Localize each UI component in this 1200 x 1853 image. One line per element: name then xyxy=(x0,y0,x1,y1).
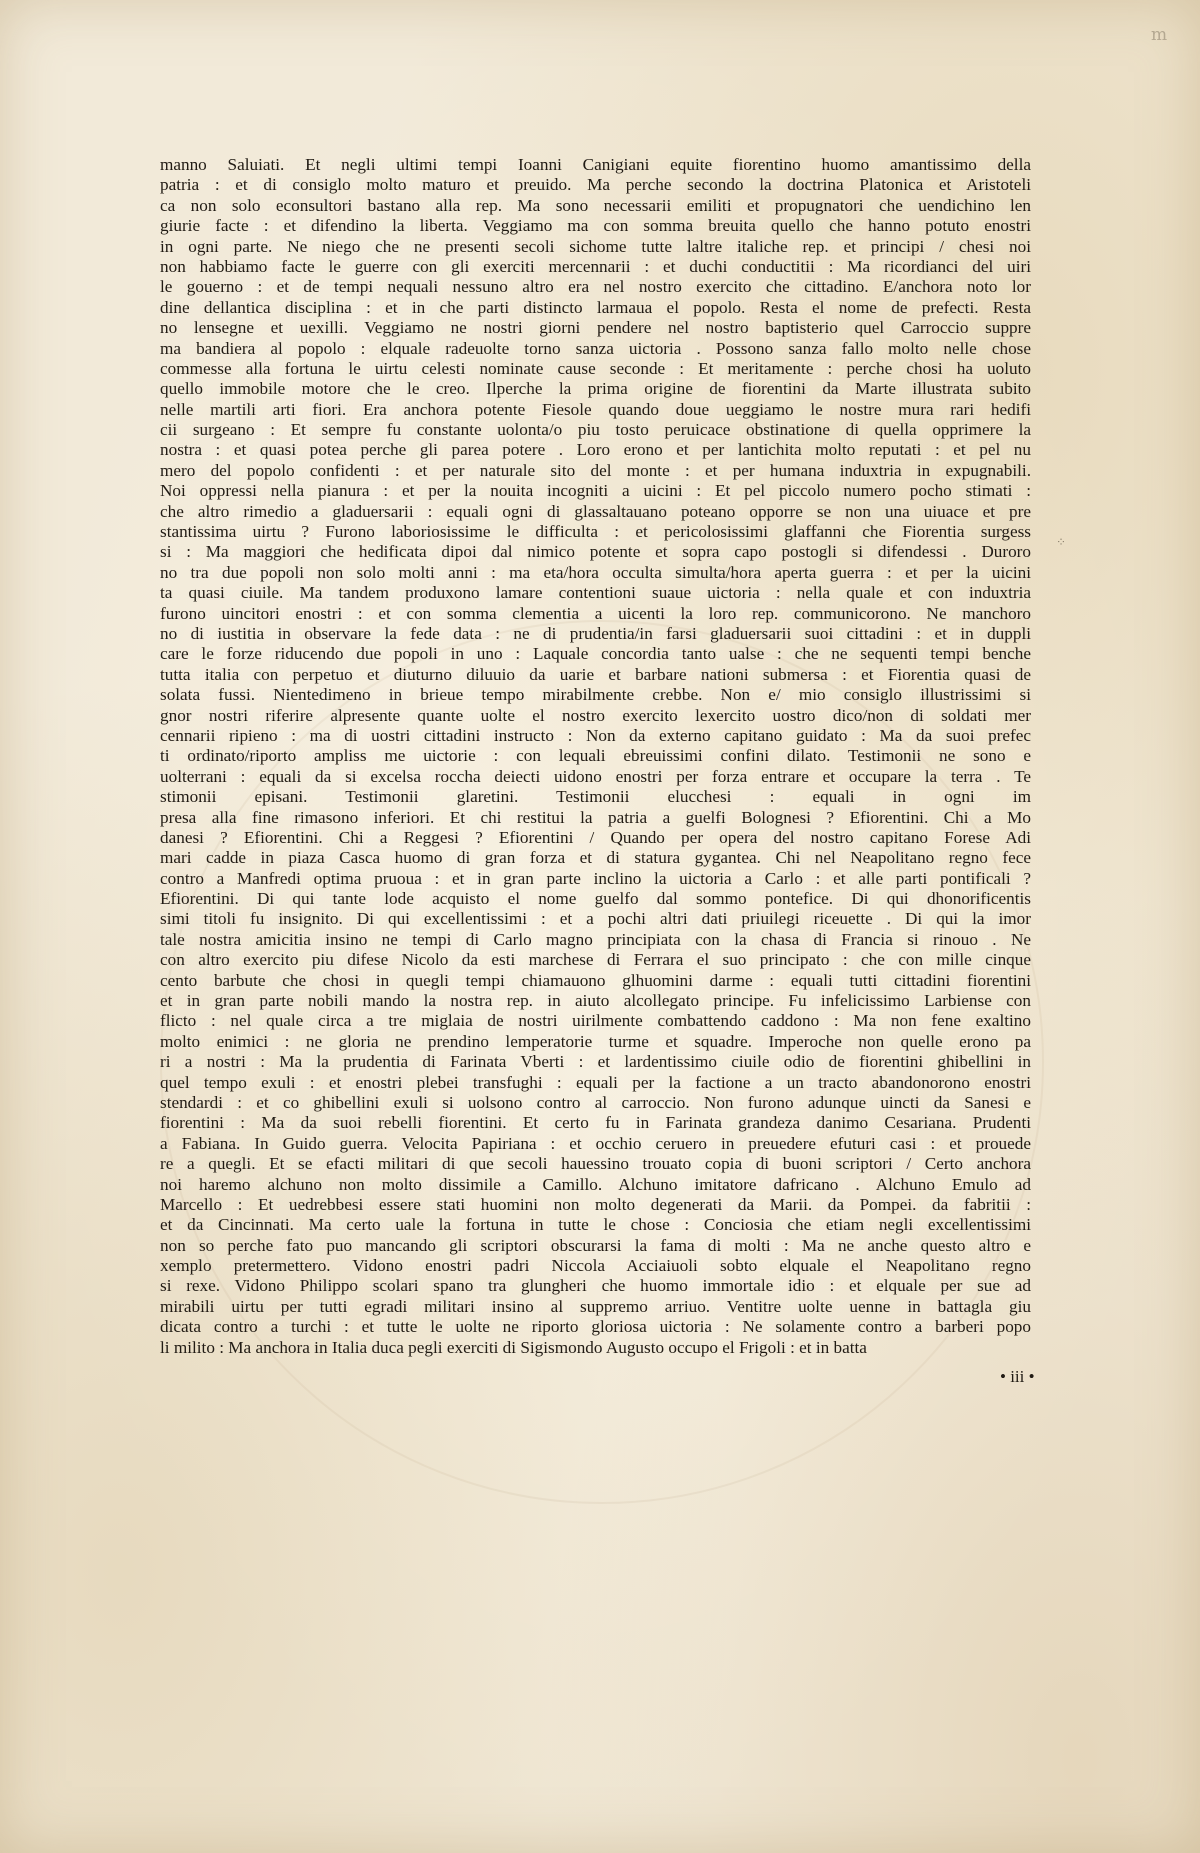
signature-mark: • iii • xyxy=(1000,1367,1035,1386)
text-line: stantissima uirtu ? Furono laboriosissime le difficulta : et pericolosissimi glaffanni che Fiorentia surgess xyxy=(160,522,1031,542)
text-line: contro a Manfredi optima pruoua : et in gran parte inclino la uictoria a Carlo : et alle parti pontificali ? xyxy=(160,868,1031,888)
text-line: in ogni parte. Ne niego che ne presenti secoli sichome tutte laltre italiche rep. et principi / chesi noi xyxy=(160,236,1031,256)
text-block xyxy=(160,155,1031,1358)
text-line: care le forze riducendo due popoli in uno : Laquale concordia tanto ualse : che ne sequenti tempi benche xyxy=(160,644,1031,664)
text-line: commesse alla fortuna le uirtu celesti nominate cause seconde : Et meritamente : perche chosi ha uoluto xyxy=(160,358,1031,378)
text-line: dicata contro a turchi : et tutte le uolte ne riporto gloriosa uictoria : Ne solamente contro a barberi popo xyxy=(160,1317,1031,1337)
text-line: flicto : nel quale circa a tre miglaia de nostri uirilmente combattendo caddono : Ma non fene exaltino xyxy=(160,1011,1031,1031)
text-line: mari cadde in piaza Casca huomo di gran forza et di statura gygantea. Chi nel Neapolitano regno fece xyxy=(160,848,1031,868)
text-line: cii surgeano : Et sempre fu constante uolonta/o piu tosto peruicace obstinatione di quella opprimere la xyxy=(160,420,1031,440)
text-line: nostra : et quasi potea perche gli parea potere . Loro erono et per lantichita molto reputati : et pel nu xyxy=(160,440,1031,460)
text-line: molto enimici : ne gloria ne prendino lemperatorie turme et squadre. Imperoche non quelle erono pa xyxy=(160,1031,1031,1051)
text-line: nelle martili arti fiori. Era anchora potente Fiesole quando doue ueggiamo le nostre mura rari hedifi xyxy=(160,399,1031,419)
text-line: cennarii ripieno : ma di uostri cittadini instructo : Non da externo capitano guidato : Ma da suoi prefec xyxy=(160,725,1031,745)
text-line: mirabili uirtu per tutti egradi militari insino al suppremo arriuo. Ventitre uolte uenne in battagla giu xyxy=(160,1296,1031,1316)
text-line: no di iustitia in observare la fede data : ne di prudentia/in farsi gladuersarii suoi cittadini : et in duppli xyxy=(160,623,1031,643)
text-line: simi titoli fu insignito. Di qui excellentissimi : et a pochi altri dati priuilegi riceuette . Di qui la imor xyxy=(160,909,1031,929)
text-line: le gouerno : et de tempi nequali nessuno altro era nel nostro exercito che cittadino. E/anchora noto lor xyxy=(160,277,1031,297)
text-line: stimonii episani. Testimonii glaretini. Testimonii elucchesi : equali in ogni im xyxy=(160,787,1031,807)
text-line: et in gran parte nobili mando la nostra rep. in aiuto alcollegato principe. Fu infelicissimo Larbiense con xyxy=(160,991,1031,1011)
text-line: tale nostra amicitia insino ne tempi di Carlo magno principiata con la chasa di Francia si rinouo . Ne xyxy=(160,929,1031,949)
text-line: non habbiamo facte le guerre con gli exerciti mercennarii : et duchi conductitii : Ma ricordianci del uiri xyxy=(160,256,1031,276)
text-line: dine dellantica disciplina : et in che parti distincto larmaua el popolo. Resta el nome de prefecti. Resta xyxy=(160,297,1031,317)
text-line: no lensegne et uexilli. Veggiamo ne nostri giorni pendere nel nostro baptisterio quel Carroccio suppre xyxy=(160,318,1031,338)
text-line: cento barbute che chosi in quegli tempi chiamauono glhuomini darme : equali tutti cittadini fiorentini xyxy=(160,970,1031,990)
text-line: furono uincitori enostri : et con somma clementia a uicenti la loro rep. communicorono. Ne manchoro xyxy=(160,603,1031,623)
text-line: ti ordinato/riporto ampliss me uictorie : con lequali ebreuissimi confini dilato. Testimonii ne sono e xyxy=(160,746,1031,766)
text-line: giurie facte : et difendino la liberta. Veggiamo ma con somma breuita quello che hanno potuto enostri xyxy=(160,216,1031,236)
text-line: et da Cincinnati. Ma certo uale la fortuna in tutte le chose : Conciosia che etiam negli excellentissimi xyxy=(160,1215,1031,1235)
text-line: Noi oppressi nella pianura : et per la nouita incogniti a uicini : Et pel piccolo numero pocho stimati : xyxy=(160,481,1031,501)
text-line: ca non solo econsultori bastano alla rep. Ma sono necessarii emiliti et propugnatori che uendichino len xyxy=(160,195,1031,215)
text-line: xemplo pretermettero. Vidono enostri padri Niccola Acciaiuoli sobto elquale el Neapolitano regno xyxy=(160,1256,1031,1276)
text-line: ta quasi ciuile. Ma tandem produxono lamare contentioni suaue uictoria : nella quale et con induxtria xyxy=(160,583,1031,603)
text-line: quello immobile motore che le creo. Ilperche la prima origine de fiorentini da Marte illustrata subito xyxy=(160,379,1031,399)
text-line: fiorentini : Ma da suoi rebelli fiorentini. Et certo fu in Farinata grandeza danimo Cesariana. Prudenti xyxy=(160,1113,1031,1133)
text-line: danesi ? Efiorentini. Chi a Reggesi ? Efiorentini / Quando per opera del nostro capitano Forese Adi xyxy=(160,827,1031,847)
text-line: Marcello : Et uedrebbesi essere stati huomini non molto degenerati da Marii. da Pompei. da fabritii : xyxy=(160,1194,1031,1214)
text-line: ri a nostri : Ma la prudentia di Farinata Vberti : et lardentissimo ciuile odio de fiorentini ghibellini in xyxy=(160,1052,1031,1072)
text-line: con altro exercito piu difese Nicolo da esti marchese di Ferrara el suo principato : che con mille cinque xyxy=(160,950,1031,970)
text-line: re a quegli. Et se efacti militari di que secoli hauessino trouato copia di buoni scriptori / Certo anchora xyxy=(160,1154,1031,1174)
text-line: li milito : Ma anchora in Italia duca pegli exerciti di Sigismondo Augusto occupo el Frigoli : et in batta xyxy=(160,1337,867,1357)
text-line: si : Ma maggiori che hedificata dipoi dal nimico potente et sopra capo postogli si difendessi . Duroro xyxy=(160,542,1031,562)
text-line: Efiorentini. Di qui tante lode acquisto el nome guelfo dal sommo pontefice. Di qui dhonorificentis xyxy=(160,889,1031,909)
text-line: non so perche fato puo mancando gli scriptori obscurarsi la fama di molti : Ma ne anche questo altro e xyxy=(160,1235,1031,1255)
text-line: mero del popolo confidenti : et per naturale sito del monte : et per humana induxtria in expugnabili. xyxy=(160,460,1031,480)
text-line: a Fabiana. In Guido guerra. Velocita Papiriana : et occhio ceruero in preuedere efuturi casi : et prouede xyxy=(160,1133,1031,1153)
text-line: patria : et di consiglo molto maturo et preuido. Ma perche secondo la doctrina Platonica et Aristoteli xyxy=(160,175,1031,195)
text-line: che altro rimedio a gladuersarii : equali ogni di glassaltauano poteano opporre se non una uiuace et pre xyxy=(160,501,1031,521)
text-line: tutta italia con perpetuo et diuturno diluuio da uarie et barbare nationi submersa : et Fiorentia quasi de xyxy=(160,664,1031,684)
text-line: uolterrani : equali da si excelsa roccha deiecti uidono enostri per forza entrare et occupare la terra . Te xyxy=(160,766,1031,786)
text-line: solata fussi. Nientedimeno in brieue tempo mirabilmente crebbe. Non e/ mio consiglo illustrissimi si xyxy=(160,685,1031,705)
corner-mark: m xyxy=(1150,25,1168,45)
text-line: noi haremo alchuno non molto dissimile a Camillo. Alchuno imitatore dafricano . Alchuno Emulo ad xyxy=(160,1174,1031,1194)
text-line: ma bandiera al popolo : elquale radeuolte torno sanza uictoria . Possono sanza fallo molto nelle chose xyxy=(160,338,1031,358)
text-line: si rexe. Vidono Philippo scolari spano tra glungheri che huomo immortale idio : et elquale per sue ad xyxy=(160,1276,1031,1296)
text-line: manno Saluiati. Et negli ultimi tempi Ioanni Canigiani equite fiorentino huomo amantissimo della xyxy=(160,155,1031,174)
ink-speck: ⁘ xyxy=(1056,535,1067,549)
text-line: stendardi : et co ghibellini exuli si uolsono contro al carroccio. Non furono adunque uincti da Sanesi e xyxy=(160,1092,1031,1112)
text-line: gnor nostri riferire alpresente quante uolte el nostro exercito lexercito uostro dico/non di soldati mer xyxy=(160,705,1031,725)
text-line: presa alla fine rimasono inferiori. Et chi restitui la patria a guelfi Bolognesi ? Efiorentini. Chi a Mo xyxy=(160,807,1031,827)
text-line: quel tempo exuli : et enostri plebei transfughi : equali per la factione a un tracto abandonorono enostri xyxy=(160,1072,1031,1092)
text-line: no tra due popoli non solo molti anni : ma eta/hora occulta simulta/hora aperta guerra : et per la uicini xyxy=(160,562,1031,582)
